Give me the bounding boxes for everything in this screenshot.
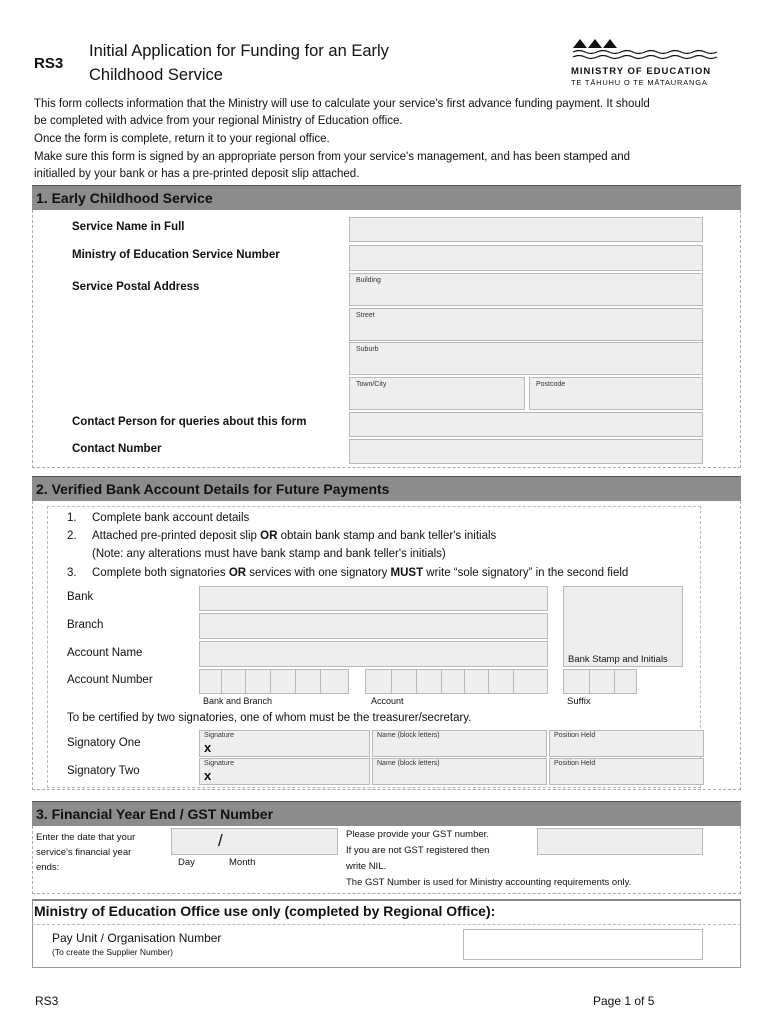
gst-text-2: If you are not GST registered then — [346, 845, 490, 856]
step1-text: Complete bank account details — [92, 512, 250, 524]
gst-text-3: write NIL. — [346, 861, 387, 872]
signatory-one-signature[interactable] — [199, 730, 370, 757]
name-caption: Name (block letters) — [377, 760, 440, 767]
suburb-caption: Suburb — [356, 346, 379, 353]
pay-unit-input[interactable] — [463, 929, 703, 960]
intro-line5: initialled by your bank or has a pre-printed deposit slip attached. — [34, 168, 360, 180]
intro-line3: Once the form is complete, return it to your regional office. — [34, 133, 330, 145]
date-text-2: service's financial year — [36, 847, 132, 858]
signature-caption: Signature — [204, 732, 234, 739]
logo-mountains-icon — [571, 38, 723, 62]
account-caption: Account — [371, 696, 404, 706]
section1-header — [32, 185, 741, 210]
intro-line1: This form collects information that the Ministry will use to calculate your service's first advance funding payment. It should — [34, 98, 650, 110]
signatory-two-name[interactable] — [372, 758, 547, 785]
signature-x-mark: x — [204, 768, 212, 783]
date-text-3: ends: — [36, 862, 60, 873]
postcode-caption: Postcode — [536, 381, 566, 388]
bank-branch-digits[interactable] — [199, 669, 349, 694]
financial-year-end-input[interactable] — [171, 828, 338, 855]
service-number-label: Ministry of Education Service Number — [72, 249, 280, 261]
step2-note: (Note: any alterations must have bank stamp and bank teller's initials) — [92, 548, 446, 560]
town-input[interactable] — [349, 377, 525, 410]
section2-title: 2. Verified Bank Account Details for Future Payments — [36, 481, 390, 497]
account-name-label: Account Name — [67, 647, 143, 659]
bank-stamp-label: Bank Stamp and Initials — [568, 654, 668, 665]
office-use-title: Ministry of Education Office use only (completed by Regional Office): — [34, 903, 496, 919]
step2-number: 2. — [67, 530, 77, 542]
service-name-label: Service Name in Full — [72, 221, 185, 233]
signatory-two-label: Signatory Two — [67, 765, 140, 777]
section3-header — [32, 801, 741, 826]
day-caption: Day — [178, 857, 195, 868]
office-use-divider — [32, 924, 741, 925]
contact-person-label: Contact Person for queries about this form — [72, 416, 307, 428]
certify-text: To be certified by two signatories, one of whom must be the treasurer/secretary. — [67, 712, 472, 724]
signatory-one-name[interactable] — [372, 730, 547, 757]
signatory-one-position[interactable] — [549, 730, 704, 757]
service-number-input[interactable] — [349, 245, 703, 271]
street-caption: Street — [356, 312, 375, 319]
signature-x-mark: x — [204, 740, 212, 755]
month-caption: Month — [229, 857, 256, 868]
form-title-line1: Initial Application for Funding for an Early — [89, 42, 389, 60]
position-caption: Position Held — [554, 732, 596, 739]
step3-number: 3. — [67, 567, 77, 579]
step2-text: Attached pre-printed deposit slip OR obtain bank stamp and bank teller's initials — [92, 530, 497, 542]
signatory-one-label: Signatory One — [67, 737, 141, 749]
gst-number-input[interactable] — [537, 828, 703, 855]
step3-text: Complete both signatories OR services with one signatory MUST write “sole signatory” in the second field — [92, 567, 629, 579]
building-caption: Building — [356, 277, 381, 284]
street-input[interactable] — [349, 308, 703, 341]
suffix-digits[interactable] — [563, 669, 637, 694]
contact-number-label: Contact Number — [72, 443, 162, 455]
section2-header — [32, 476, 741, 501]
ministry-logo — [571, 38, 723, 90]
footer-code: RS3 — [35, 994, 59, 1008]
section3-title: 3. Financial Year End / GST Number — [36, 806, 274, 822]
account-name-input[interactable] — [199, 641, 548, 667]
bank-branch-caption: Bank and Branch — [203, 696, 273, 706]
pay-unit-label: Pay Unit / Organisation Number — [52, 931, 222, 945]
intro-line4: Make sure this form is signed by an appropriate person from your service's management, and has been stamped and — [34, 151, 631, 163]
position-caption: Position Held — [554, 760, 596, 767]
signature-caption: Signature — [204, 760, 234, 767]
branch-label: Branch — [67, 619, 104, 631]
service-name-input[interactable] — [349, 217, 703, 242]
name-caption: Name (block letters) — [377, 732, 440, 739]
footer-page: Page 1 of 5 — [593, 994, 655, 1008]
bank-input[interactable] — [199, 586, 548, 611]
account-digits[interactable] — [365, 669, 548, 694]
step1-number: 1. — [67, 512, 77, 524]
logo-name: MINISTRY OF EDUCATION — [571, 66, 712, 77]
date-slash: / — [218, 831, 223, 850]
form-code: RS3 — [34, 55, 64, 72]
section1-title: 1. Early Childhood Service — [36, 190, 213, 206]
suburb-input[interactable] — [349, 342, 703, 375]
signatory-two-signature[interactable] — [199, 758, 370, 785]
town-caption: Town/City — [356, 381, 387, 388]
bank-label: Bank — [67, 591, 94, 603]
contact-person-input[interactable] — [349, 412, 703, 437]
gst-note: The GST Number is used for Ministry accounting requirements only. — [346, 877, 632, 888]
form-title-line2: Childhood Service — [89, 66, 223, 84]
intro-line2: be completed with advice from your regional Ministry of Education office. — [34, 115, 403, 127]
suffix-caption: Suffix — [567, 696, 591, 707]
building-input[interactable] — [349, 273, 703, 306]
logo-subname: TE TĀHUHU O TE MĀTAURANGA — [571, 78, 708, 87]
date-text-1: Enter the date that your — [36, 832, 136, 843]
postcode-input[interactable] — [529, 377, 703, 410]
signatory-two-position[interactable] — [549, 758, 704, 785]
branch-input[interactable] — [199, 613, 548, 639]
gst-text-1: Please provide your GST number. — [346, 829, 489, 840]
pay-unit-sublabel: (To create the Supplier Number) — [52, 947, 173, 957]
contact-number-input[interactable] — [349, 439, 703, 464]
postal-address-label: Service Postal Address — [72, 281, 200, 293]
account-number-label: Account Number — [67, 674, 153, 686]
